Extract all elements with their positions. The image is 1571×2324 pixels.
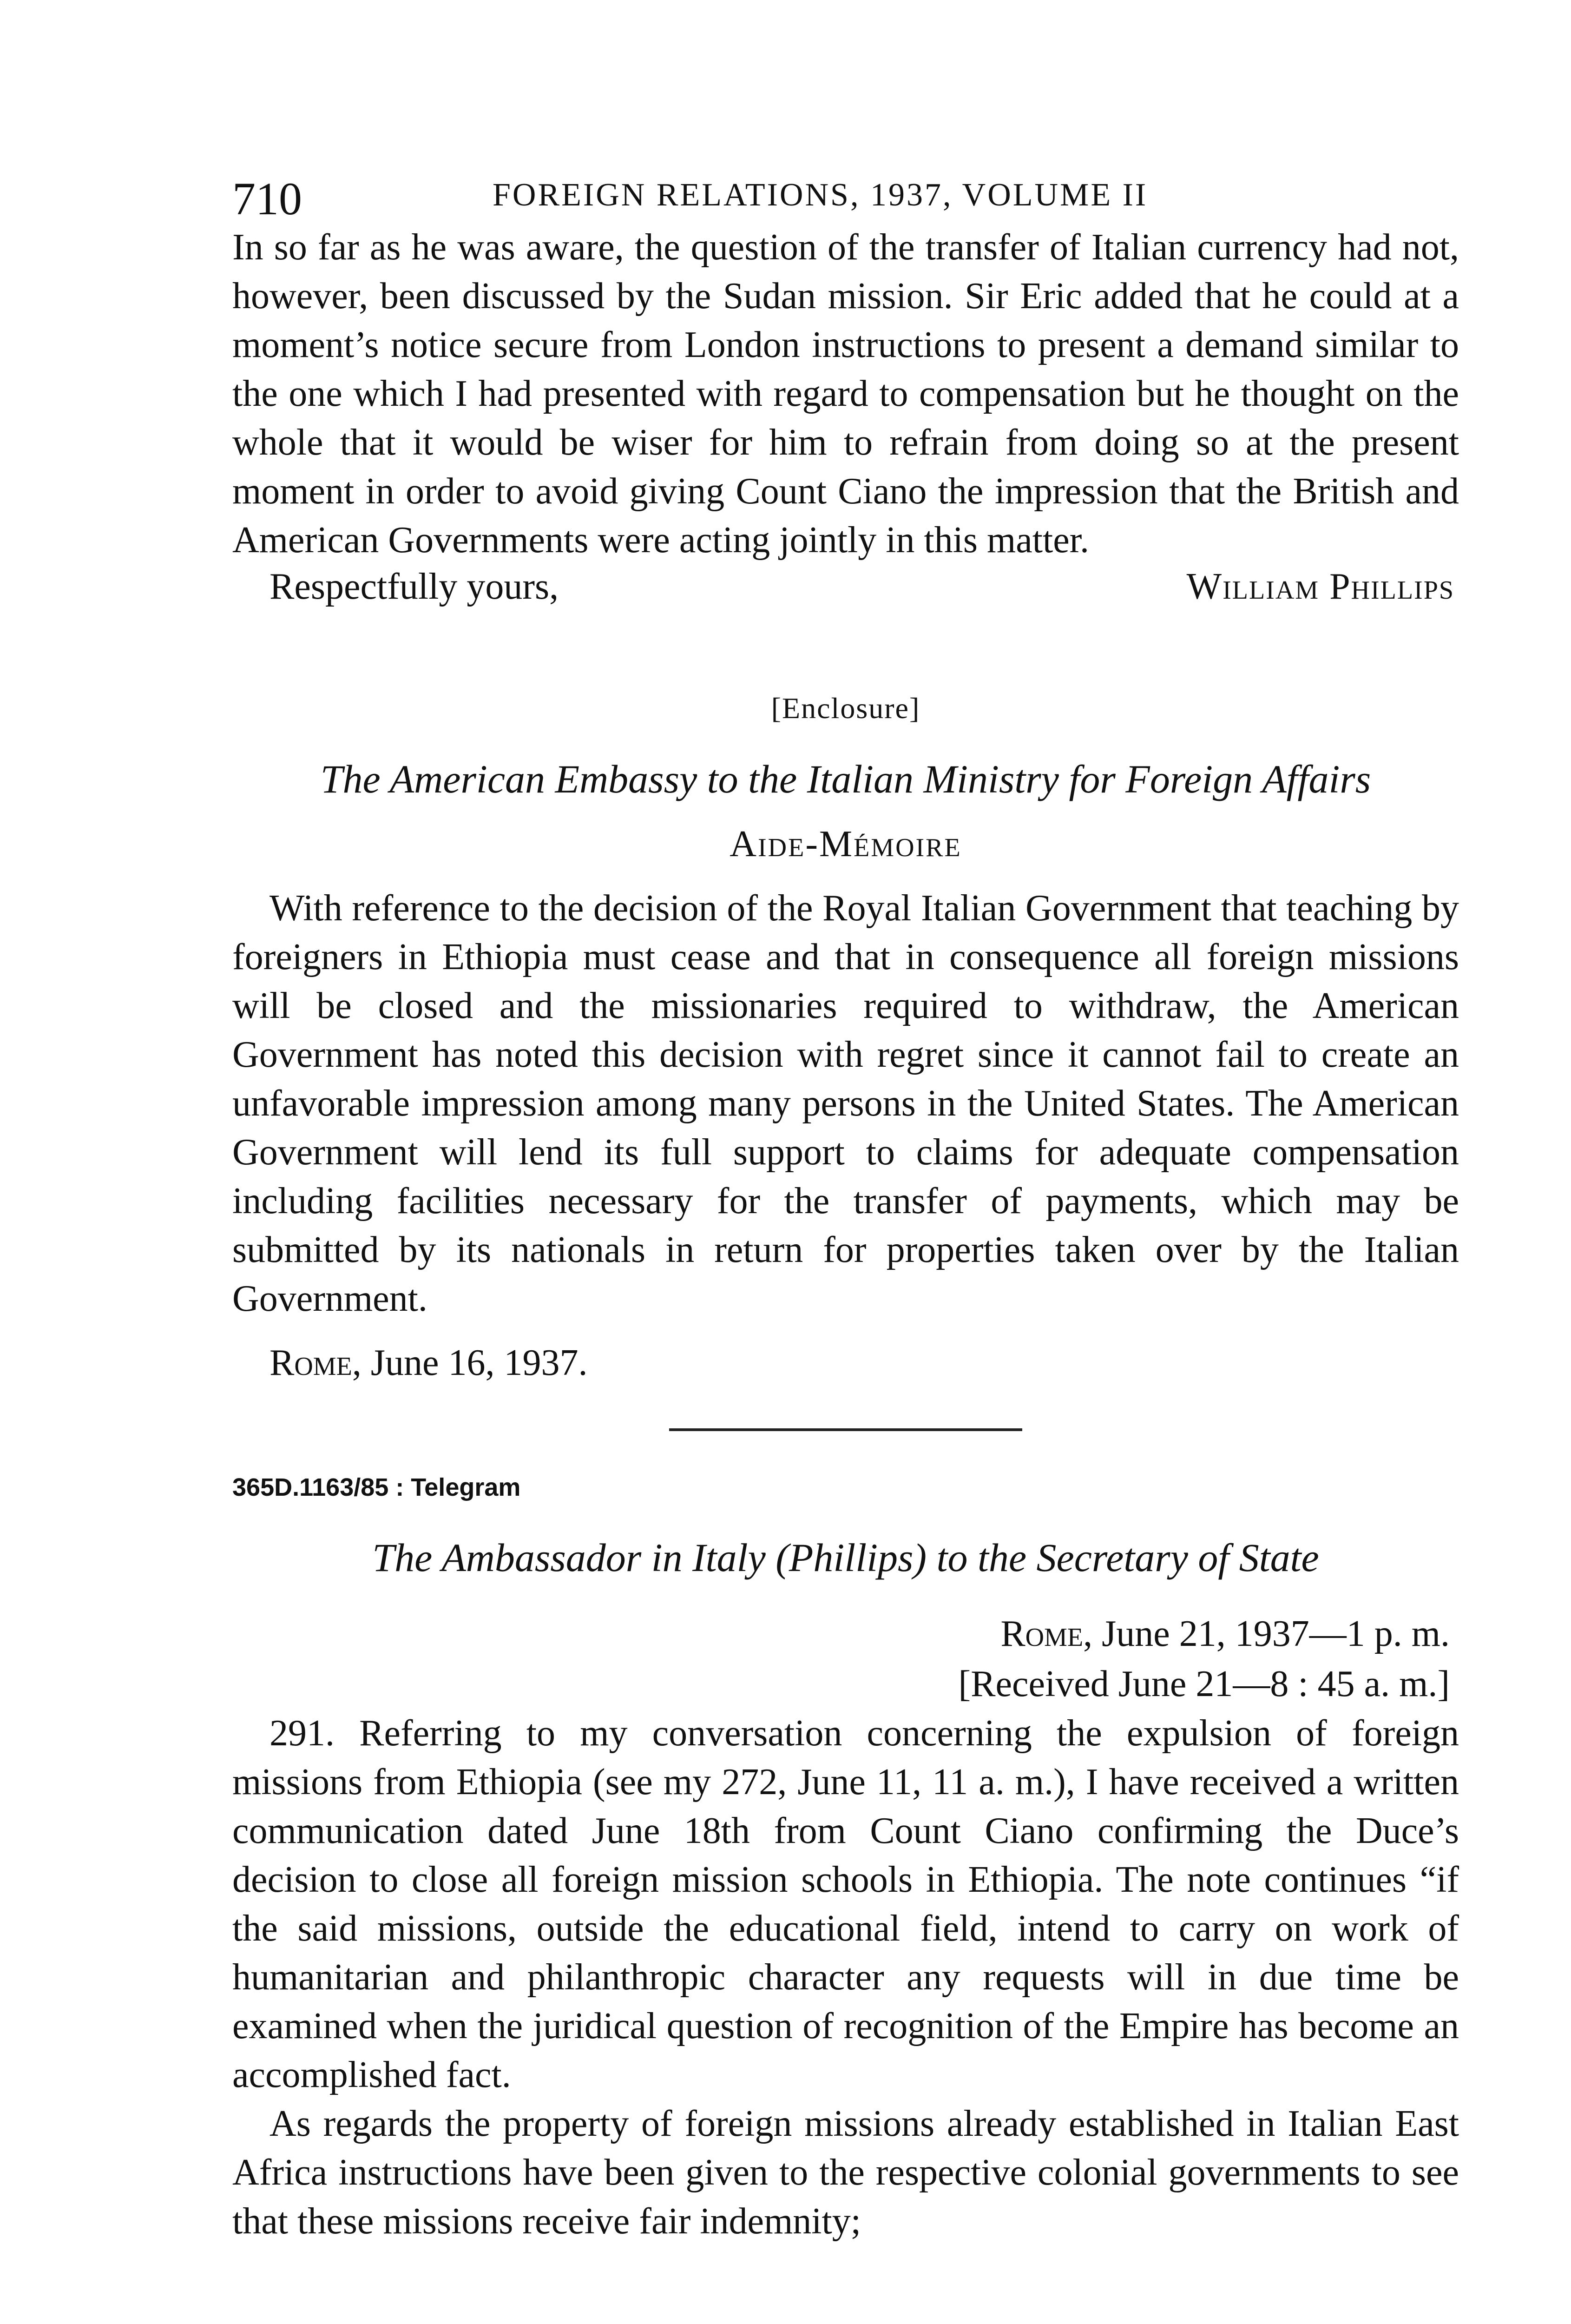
letter-closing xyxy=(232,566,1459,617)
aide-memoire-heading: Aide-Mémoire xyxy=(730,824,962,865)
signature: William Phillips xyxy=(1186,566,1454,607)
sent-date: , June 21, 1937—1 p. m. xyxy=(1083,1613,1450,1654)
file-reference: 365D.1163/85 : Telegram xyxy=(232,1473,521,1501)
letter-paragraph: In so far as he was aware, the question of the transfer of Italian currency had not, however, been discussed by the Sudan mission. Sir Eric added that he could at a moment’s notice secure from London instructions to present a demand similar to the one which I had presented with regard to compensation but he thought on the whole that it would be wiser for him to refrain from doing so at the present moment in order to avoid giving Count Ciano the impression that the British and American Governments were acting jointly in this matter. xyxy=(232,227,1459,561)
received-line: [Received June 21—8 : 45 a. m.] xyxy=(958,1664,1450,1704)
sent-place: Rome xyxy=(1000,1613,1084,1654)
section-divider xyxy=(669,1428,1022,1431)
closing-phrase: Respectfully yours, xyxy=(270,566,559,607)
document-page xyxy=(232,153,1459,2246)
running-title: FOREIGN RELATIONS, 1937, VOLUME II xyxy=(493,177,1148,213)
aide-memoire-paragraph: With reference to the decision of the Royal Italian Government that teaching by foreigners in Ethiopia must cease and that in consequence all foreign missions will be closed and the missionaries required to withdraw, the American Government has noted this decision with regret since it cannot fail to create an unfavorable impression among many persons in the United States. The American Government will lend its full support to claims for adequate compensation including facilities necessary for the transfer of payments, which may be submitted by its nationals in return for properties taken over by the Italian Government. xyxy=(232,888,1459,1319)
telegram-title: The Ambassador in Italy (Phillips) to the Secretary of State xyxy=(372,1535,1319,1580)
enclosure-title: The American Embassy to the Italian Ministry for Foreign Affairs xyxy=(320,757,1371,801)
page-header xyxy=(232,153,1459,223)
telegram-paragraph-1: 291. Referring to my conversation concerning the expulsion of foreign missions from Ethiopia (see my 272, June 11, 11 a. m.), I have received a written communication dated June 18th from Count Ciano confirming the Duce’s decision to close all foreign mission schools in Ethiopia. The note continues “if the said missions, outside the educational field, intend to carry on work of humanitarian and philanthropic character any requests will in due time be examined when the juridical question of recognition of the Empire has become an accomplished fact. xyxy=(232,1713,1459,2095)
page-number: 710 xyxy=(232,173,302,224)
enclosure-label: [Enclosure] xyxy=(771,692,920,725)
dateline-date: , June 16, 1937. xyxy=(352,1342,588,1383)
dateline-place: Rome xyxy=(270,1342,352,1383)
sent-line xyxy=(232,1609,1450,1659)
telegram-dateline xyxy=(232,1609,1459,1709)
telegram-paragraph-2: As regards the property of foreign missions already established in Italian East Africa instructions have been given to the respective colonial governments to see that these missions receive fair indemnity; xyxy=(232,2103,1459,2242)
aide-memoire-dateline xyxy=(232,1342,1459,1384)
